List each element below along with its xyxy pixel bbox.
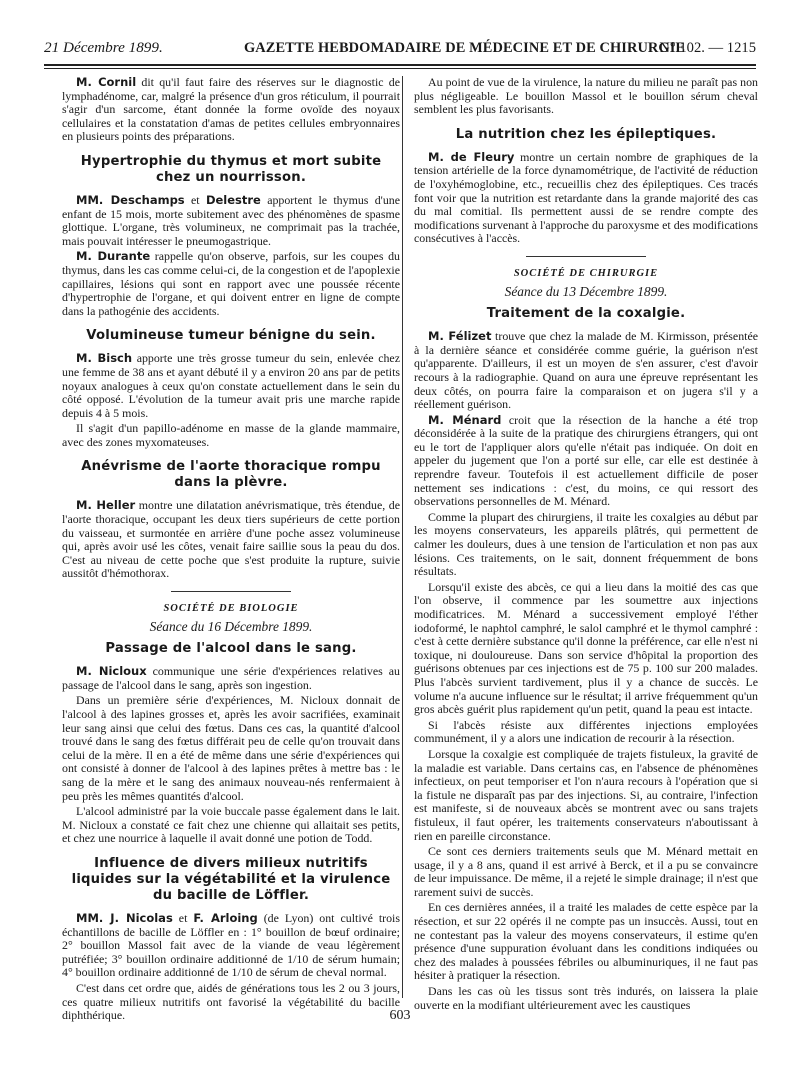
paragraph-nicloux-3: L'alcool administré par la voie buccale passe également dans le lait. M. Nicloux a constaté ce fait chez une chienne qui allaitait ses petits, et chez une nourrice à laquelle il avait donné une potion de Todd. [62, 804, 400, 846]
page-number: 603 [389, 1008, 411, 1023]
paragraph-text: montre un certain nombre de graphiques de la tension artérielle de la force dynamométrique, de l'activité de réduction de l'oxyhémoglobine, etc., recueillis chez des épileptiques. Ces tracés font voir que la nutrition est retardante dans la grande majorité des cas du mal comitial. Ils permettent aussi de se rendre compte des modifications survenant à l'approche du paroxysme et des modifications consécutives à l'accès. [414, 149, 758, 246]
section-heading-alcool: Passage de l'alcool dans le sang. [105, 641, 357, 657]
paragraph-text: apportent le thymus d'une enfant de 15 mois, morte subitement avec des phénomènes de spasme glottique. L'organe, très volumineux, ne comprimait pas la trachée, mais pouvait intéresser le pneumogastrique. [62, 192, 400, 248]
speaker-name: M. Ménard [428, 412, 502, 427]
paragraph-nicolas [62, 912, 400, 980]
speaker-name: Delestre [205, 192, 261, 207]
section-heading-aorte: Anévrisme de l'aorte thoracique rompu dans la plèvre. [81, 459, 381, 491]
paragraph-coxalgie-3: Si l'abcès résiste aux différentes injections employées communément, il y a alors une indication de recourir à la résection. [414, 717, 758, 746]
section-heading-loffler: Influence de divers milieux nutritifs liquides sur la végétabilité et la virulence du bacille de Löffler. [71, 855, 391, 903]
speaker-name: M. Heller [76, 498, 136, 513]
speaker-name: M. Durante [76, 249, 151, 264]
header-date: 21 Décembre 1899. [44, 39, 163, 56]
paragraph-coxalgie-2: Lorsqu'il existe des abcès, ce qui a lieu dans la moitié des cas que l'on observe, il commence par les soumettre aux injections modificatrices. M. Ménard a successivement employé l'éther iodoformé, le naphtol camphré, le salol camphré et le thymol camphré : c'est à cette dernière substance qu'il donne la préférence, car elle n'est ni toxique, ni douloureuse. Dans son service d'hôpital la proportion des guérisons obtenues par ces injections est de 75 p. 100 sur 200 malades. Plus l'abcès survient tardivement, plus il y a chance de succès. Le volume n'a aucune influence sur le résultat; il arrive fréquemment qu'un gros abcès guérit plus rapidement qu'un petit, quand la peau est intacte. [414, 579, 758, 717]
paragraph-coxalgie-7: Dans les cas où les tissus sont très indurés, on laissera la plaie ouverte en la modifiant ultérieurement avec les caustiques [414, 984, 758, 1012]
paragraph-nicloux-2: Dans un première série d'expériences, M. Nicloux donnait de l'alcool à des lapines grosses et, après les avoir sacrifiées, examinait leur sang ainsi que celui des fœtus. Dans ces cas, la quantité d'alcool trouvé dans le sang des fœtus différait peu de celle qu'on trouvait dans celui de la mère. Il en a été de même dans une série d'expériences qui ont consisté à donner de l'alcool à des lapines prêtes à mettre bas : le sang de la mère et le sang des animaux nouveau-nés renfermaient à peu près les mêmes quantités d'alcool. [62, 693, 400, 803]
right-column [414, 76, 758, 1014]
speaker-name: MM. J. Nicolas [76, 910, 173, 925]
speaker-name: F. Arloing [193, 910, 258, 925]
paragraph-virulence: Au point de vue de la virulence, la nature du milieu ne paraît pas non plus négligeable. Le bouillon Massol et le bouillon sérum cheval semblent les plus favorisants. [414, 75, 758, 117]
paragraph-coxalgie-6: En ces dernières années, il a traité les malades de cette espèce par la résection, et sur 22 opérés il ne compte pas un insuccès. Aussi, tout en ne contestant pas la valeur des moyens conservateurs, il estime qu'en présence d'une suppuration évoluant dans les conditions indiquées ou chez des malades à poussées fébriles ou albuminuriques, il ne faut pas hésiter à pratiquer la résection. [414, 900, 758, 983]
paragraph-text: trouve que chez la malade de M. Kirmisson, présentée à la dernière séance et considérée comme guérie, la guérison n'est qu'apparente. D'ailleurs, il est un moyen de s'en assurer, c'est d'avoir recours à la radiographie. Quand on aura une épreuve représentant les deux côtés, on pourra faire la comparaison et on jugera s'il y a réellement guérison. [414, 329, 758, 412]
paragraph-coxalgie-5: Ce sont ces derniers traitements seuls que M. Ménard mettait en usage, il y a 8 ans, quand il est arrivé à Berck, et il a pu se convaincre de leur impuissance. De même, il a rejeté le simple drainage; il n'est que rarement suivi de succès. [414, 844, 758, 899]
speaker-name: M. Cornil [76, 75, 137, 89]
header-rule-thin [44, 68, 756, 69]
paragraph-text: croit que la résection de la hanche a été trop déconsidérée à la suite de la pratique des chirurgiens étrangers, qui ont eu le tort de l'appliquer alors qu'elle n'était pas indiquée. On doit en appeler du jugement que l'on a porté sur elle, car elle est destinée à reprendre faveur. Toutefois il est actuellement difficile de poser nettement ses indications : c'est, du moins, ce qui ressort des observations personnelles de M. Ménard. [414, 412, 758, 509]
paragraph-menard [414, 414, 758, 509]
paragraph-fleury [414, 151, 758, 246]
section-heading-thymus: Hypertrophie du thymus et mort subite chez un nourrisson. [80, 153, 382, 185]
paragraph-bisch-2: Il s'agit d'un papillo-adénome en masse de la glande mammaire, avec des zones myxomateuses. [62, 421, 400, 449]
paragraph-text: communique une série d'expériences relatives au passage de l'alcool dans le sang, après son ingestion. [62, 664, 400, 692]
paragraph-deschamps [62, 194, 400, 248]
running-header [44, 38, 756, 58]
session-date: Séance du 16 Décembre 1899. [149, 618, 313, 634]
paragraph-text: rappelle qu'on observe, parfois, sur les coupes du thymus, dans les cas comme celui-ci, de la congestion et de l'apoplexie capillaires, lésions qui sont en rapport avec une poussée récente d'hypertrophie de l'organe, et qui doivent entrer en ligne de compte dans la pathogénie des accidents. [62, 249, 400, 318]
header-issue-page: N° 102. — 1215 [659, 40, 756, 56]
society-title: SOCIÉTÉ DE BIOLOGIE [163, 603, 299, 615]
paragraph-coxalgie-1: Comme la plupart des chirurgiens, il traite les coxalgies au début par les moyens conservateurs, les appareils plâtrés, qui permettent de calmer les douleurs, dues à une tension de l'articulation et non pas aux lésions. Ces traitements, on le sait, donnent fréquemment de bons résultats. [414, 509, 758, 579]
society-title: SOCIÉTÉ DE CHIRURGIE [513, 267, 659, 279]
section-heading-epileptiques: La nutrition chez les épileptiques. [455, 126, 717, 142]
header-journal-title: GAZETTE HEBDOMADAIRE DE MÉDECINE ET DE CHIRURGIE [244, 40, 686, 56]
left-column [62, 76, 400, 1025]
paragraph-nicloux [62, 665, 400, 692]
paragraph-text: dit qu'il faut faire des réserves sur le diagnostic de lymphadénome, car, malgré la présence d'un gros réticulum, il pourrait s'agir d'un sarcome, étant donnée la forme ovoïde des noyaux cellulaires et la constatation d'amas de petites cellules embryonnaires en plusieurs points des préparations. [62, 75, 400, 144]
section-heading-sein: Volumineuse tumeur bénigne du sein. [86, 328, 376, 344]
paragraph-felizet [414, 330, 758, 412]
speaker-name: M. Nicloux [76, 664, 147, 679]
section-separator [526, 256, 646, 257]
section-separator [171, 591, 291, 592]
paragraph-cornil [62, 76, 400, 144]
speaker-name: M. Félizet [428, 329, 492, 344]
paragraph-coxalgie-4: Lorsque la coxalgie est compliquée de trajets fistuleux, la gravité de la maladie est variable. Dans certains cas, en l'absence de phénomènes infectieux, on peut temporiser et l'on n'aura recours à l'opération que si la fistule ne disparaît pas par des injections. Si, au contraire, l'infection est manifeste, si de nouveaux abcès se montrent avec ou sans trajets fistuleux, il faut opérer, les traitements conservateurs n'aboutissant à rien en pareille circonstance. [414, 746, 758, 843]
paragraph-text: montre une dilatation anévrismatique, très étendue, de l'aorte thoracique, occupant les deux tiers supérieurs de cette portion du vaisseau, et surmontée en arrière d'une poche assez volumineuse qui, après avoir usé les côtes, venait faire saillie sous la peau du dos. C'est au niveau de cette poche que s'est produite la rupture, suivie aussitôt d'hémothorax. [62, 498, 400, 581]
paragraph-bisch [62, 352, 400, 420]
conjunction: et [172, 910, 194, 925]
session-date: Séance du 13 Décembre 1899. [504, 283, 668, 299]
paragraph-nicolas-2: C'est dans cet ordre que, aidés de générations tous les 2 ou 3 jours, ces quatre milieux nutritifs ont favorisé la végétabilité du bacille diphthérique. [62, 980, 400, 1023]
paragraph-text: apporte une très grosse tumeur du sein, enlevée chez une femme de 38 ans et ayant débuté il y a environ 20 ans par de petits noyaux analogues à ceux qu'on constate actuellement dans le sein du côté opposé. L'évolution de la tumeur avait pris une marche rapide depuis 4 à 5 mois. [62, 351, 400, 420]
speaker-name: M. Bisch [76, 351, 133, 366]
paragraph-text: (de Lyon) ont cultivé trois échantillons de bacille de Löffler en : 1° bouillon de bœuf ordinaire; 2° bouillon Massol fait avec de la viande de veau légèrement putréfiée; 3° bouillon ordinaire additionné de 1/10 de sérum humain; 4° bouillon ordinaire additionné de 1/10 de sérum de cheval normal. [62, 910, 400, 980]
paragraph-heller [62, 499, 400, 581]
paragraph-durante [62, 250, 400, 318]
conjunction: et [184, 192, 206, 207]
header-rule [44, 64, 756, 66]
speaker-name: MM. Deschamps [76, 192, 185, 207]
column-divider [402, 76, 403, 998]
section-heading-coxalgie: Traitement de la coxalgie. [486, 306, 686, 322]
speaker-name: M. de Fleury [428, 149, 515, 164]
